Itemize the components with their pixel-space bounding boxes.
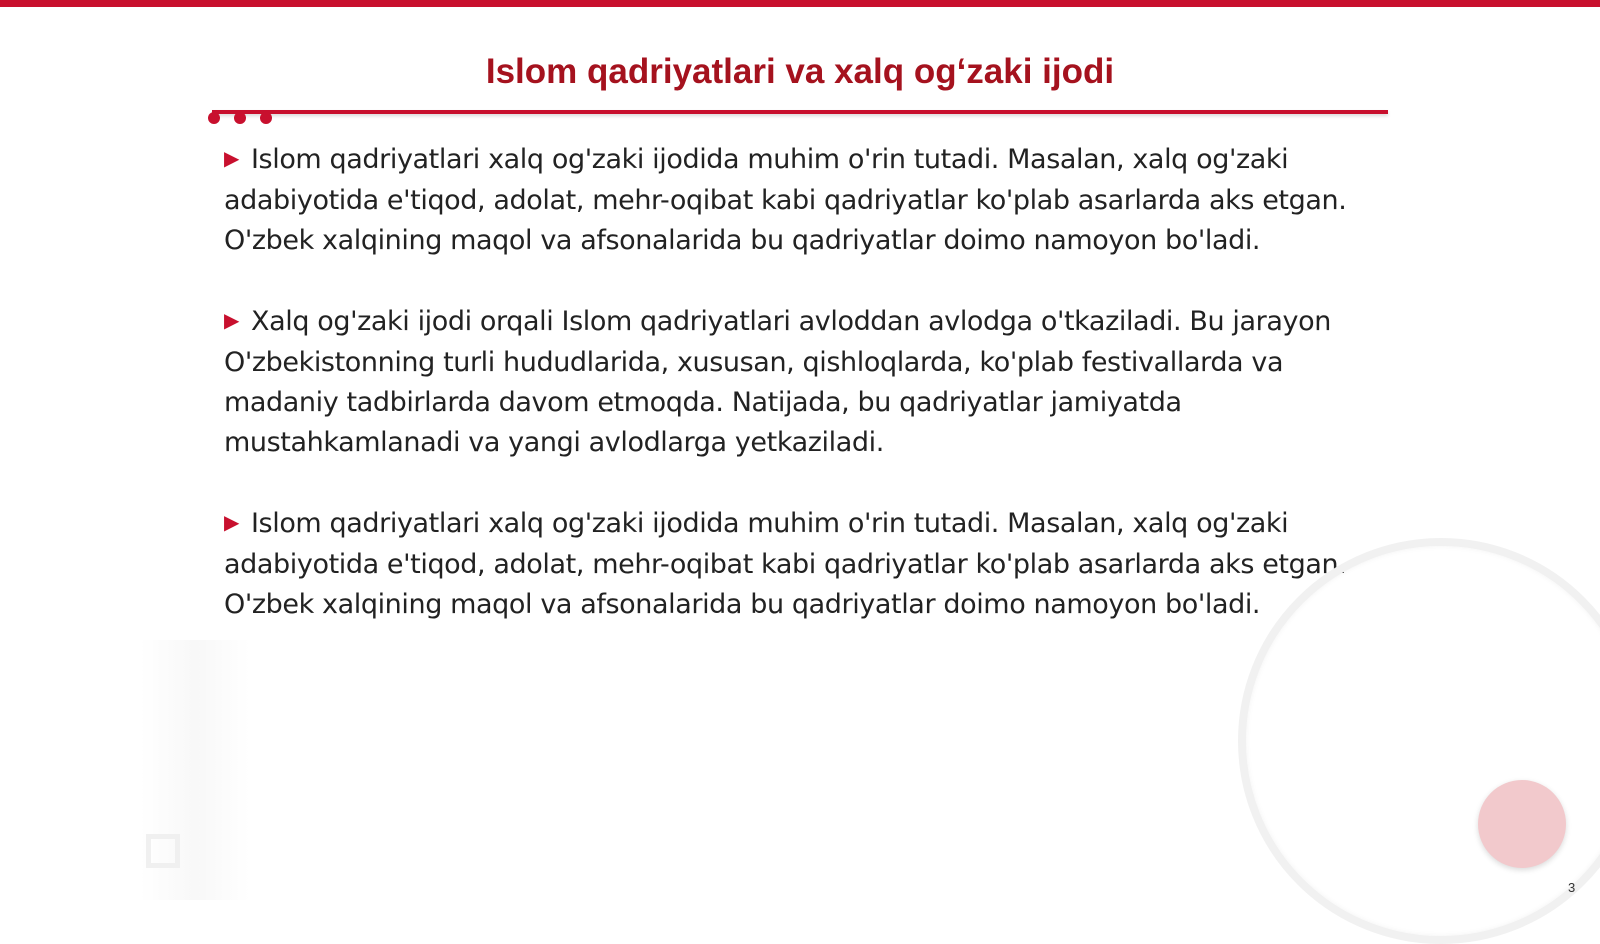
decorative-square bbox=[146, 834, 180, 868]
paragraph-text: Xalq og'zaki ijodi orqali Islom qadriyatlari avloddan avlodga o'tkaziladi. Bu jarayon O'zbekistonning turli hududlarida, xususan, qishloqlarda, ko'plab festivallarda va madaniy tadbirlarda davom etmoqda. Natijada, bu qadriyatlar jamiyatda mustahkamlanadi va yangi avlodlarga yetkaziladi. bbox=[224, 306, 1331, 458]
bullet-paragraph bbox=[224, 302, 1384, 463]
divider-dot bbox=[208, 112, 220, 124]
bullet-paragraph bbox=[224, 140, 1384, 261]
slide-title: Islom qadriyatlari va xalq og‘zaki ijodi bbox=[485, 52, 1115, 91]
triangle-right-icon: ▶ bbox=[224, 510, 239, 534]
triangle-right-icon: ▶ bbox=[224, 308, 239, 332]
triangle-right-icon: ▶ bbox=[224, 146, 239, 170]
paragraph-text: Islom qadriyatlari xalq og'zaki ijodida muhim o'rin tutadi. Masalan, xalq og'zaki adabiyotida e'tiqod, adolat, mehr-oqibat kabi qadriyatlar ko'plab asarlarda aks etgan. O'zbek xalqining maqol va afsonalarida bu qadriyatlar doimo namoyon bo'ladi. bbox=[224, 508, 1347, 620]
decorative-pink-circle bbox=[1478, 780, 1566, 868]
page-number: 3 bbox=[1568, 880, 1576, 895]
divider-dot bbox=[260, 112, 272, 124]
top-accent-bar bbox=[0, 0, 1600, 7]
title-divider bbox=[212, 110, 1388, 114]
slide-body bbox=[224, 140, 1384, 666]
bullet-paragraph bbox=[224, 504, 1384, 625]
divider-dot bbox=[234, 112, 246, 124]
paragraph-text: Islom qadriyatlari xalq og'zaki ijodida muhim o'rin tutadi. Masalan, xalq og'zaki adabiyotida e'tiqod, adolat, mehr-oqibat kabi qadriyatlar ko'plab asarlarda aks etgan. O'zbek xalqining maqol va afsonalarida bu qadriyatlar doimo namoyon bo'ladi. bbox=[224, 144, 1347, 256]
